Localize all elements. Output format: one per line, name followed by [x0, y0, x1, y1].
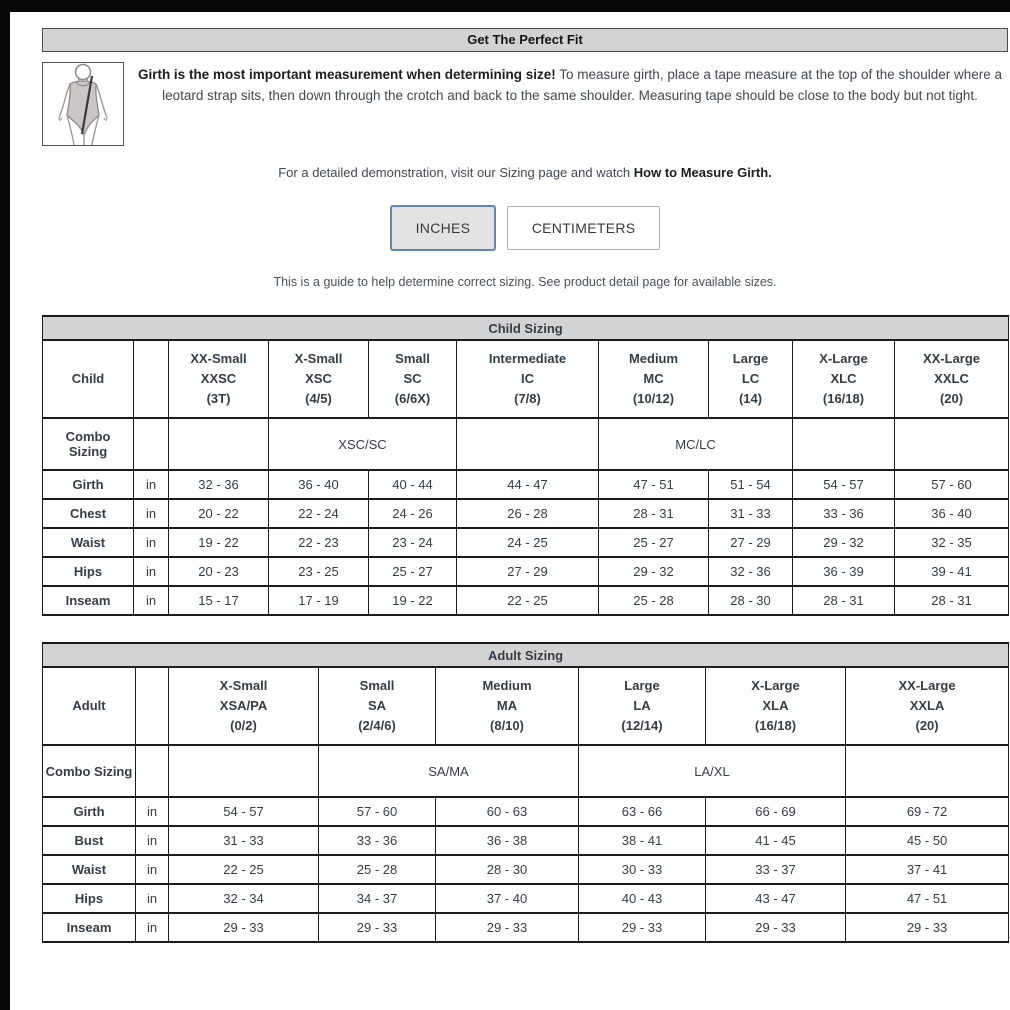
- page-title: [42, 28, 1008, 52]
- measurement-value: 28 - 31: [599, 499, 709, 528]
- girth-instructions-rest: To measure girth, place a tape measure at the top of the shoulder where a leotard strap sits, then down through the crotch and back to the same shoulder. Measuring tape should be close to the body but not tight.: [162, 67, 1003, 103]
- sizing-guide-note: This is a guide to help determine correct sizing. See product detail page for available sizes.: [273, 275, 777, 289]
- measurement-value: 57 - 60: [319, 797, 436, 826]
- combo-sizing-cell: [457, 418, 599, 470]
- measurement-label: Waist: [43, 528, 134, 557]
- measurement-value: 43 - 47: [706, 884, 846, 913]
- table-title: Child Sizing: [43, 316, 1009, 340]
- measurement-value: 24 - 25: [457, 528, 599, 557]
- measurement-value: 63 - 66: [579, 797, 706, 826]
- measurement-value: 26 - 28: [457, 499, 599, 528]
- measurement-value: 29 - 33: [579, 913, 706, 942]
- measurement-value: 37 - 40: [436, 884, 579, 913]
- measurement-label: Bust: [43, 826, 136, 855]
- measurement-value: 29 - 33: [436, 913, 579, 942]
- size-column-header: X-Large XLC (16/18): [793, 340, 895, 418]
- measurement-value: 29 - 33: [319, 913, 436, 942]
- size-column-header: XX-Large XXLA (20): [846, 667, 1009, 745]
- measurement-value: 29 - 32: [599, 557, 709, 586]
- measurement-value: 57 - 60: [895, 470, 1009, 499]
- table-title: Adult Sizing: [43, 643, 1009, 667]
- measurement-value: 44 - 47: [457, 470, 599, 499]
- size-column-header: XX-Small XXSC (3T): [169, 340, 269, 418]
- leotard-girth-illustration: [42, 62, 124, 146]
- measurement-value: 28 - 30: [436, 855, 579, 884]
- measurement-value: 24 - 26: [369, 499, 457, 528]
- measurement-value: 34 - 37: [319, 884, 436, 913]
- measurement-value: 30 - 33: [579, 855, 706, 884]
- measurement-value: 36 - 40: [895, 499, 1009, 528]
- measurement-value: 32 - 34: [169, 884, 319, 913]
- table-corner-label: Adult: [43, 667, 136, 745]
- measurement-label: Waist: [43, 855, 136, 884]
- measurement-value: 23 - 24: [369, 528, 457, 557]
- measurement-label: Hips: [43, 884, 136, 913]
- size-column-header: Large LC (14): [709, 340, 793, 418]
- unit-cell: in: [136, 797, 169, 826]
- size-column-header: X-Large XLA (16/18): [706, 667, 846, 745]
- demo-text-prefix: For a detailed demonstration, visit our Sizing page and watch: [278, 165, 634, 180]
- measurement-value: 25 - 27: [369, 557, 457, 586]
- girth-intro-section: [42, 62, 1008, 146]
- measurement-value: 25 - 28: [319, 855, 436, 884]
- combo-unit-cell: [136, 745, 169, 797]
- size-column-header: XX-Large XXLC (20): [895, 340, 1009, 418]
- size-column-header: X-Small XSC (4/5): [269, 340, 369, 418]
- measurement-label: Girth: [43, 797, 136, 826]
- combo-sizing-cell: [846, 745, 1009, 797]
- measurement-value: 28 - 31: [793, 586, 895, 615]
- unit-cell: in: [134, 528, 169, 557]
- unit-cell: in: [136, 884, 169, 913]
- measurement-value: 32 - 36: [169, 470, 269, 499]
- measurement-value: 29 - 33: [846, 913, 1009, 942]
- unit-cell: in: [134, 470, 169, 499]
- size-column-header: Medium MA (8/10): [436, 667, 579, 745]
- combo-sizing-label: Combo Sizing: [43, 745, 136, 797]
- measurement-value: 39 - 41: [895, 557, 1009, 586]
- measurement-value: 20 - 23: [169, 557, 269, 586]
- size-column-header: X-Small XSA/PA (0/2): [169, 667, 319, 745]
- demo-text-bold: How to Measure Girth.: [633, 165, 772, 180]
- measurement-value: 33 - 37: [706, 855, 846, 884]
- measurement-value: 31 - 33: [169, 826, 319, 855]
- unit-cell: in: [134, 557, 169, 586]
- unit-cell: in: [136, 913, 169, 942]
- measurement-value: 33 - 36: [793, 499, 895, 528]
- combo-sizing-cell: MC/LC: [599, 418, 793, 470]
- measurement-value: 60 - 63: [436, 797, 579, 826]
- combo-sizing-cell: LA/XL: [579, 745, 846, 797]
- unit-cell: in: [134, 499, 169, 528]
- combo-unit-cell: [134, 418, 169, 470]
- size-column-header: Medium MC (10/12): [599, 340, 709, 418]
- combo-sizing-cell: [895, 418, 1009, 470]
- size-column-header: Intermediate IC (7/8): [457, 340, 599, 418]
- unit-toggle-group: [42, 205, 1008, 251]
- measurement-value: 20 - 22: [169, 499, 269, 528]
- measurement-value: 19 - 22: [169, 528, 269, 557]
- measurement-value: 54 - 57: [169, 797, 319, 826]
- measurement-value: 22 - 23: [269, 528, 369, 557]
- combo-sizing-cell: [169, 418, 269, 470]
- measurement-value: 25 - 27: [599, 528, 709, 557]
- measurement-label: Hips: [43, 557, 134, 586]
- measurement-value: 31 - 33: [709, 499, 793, 528]
- page-title-text: Get The Perfect Fit: [467, 32, 583, 47]
- measurement-label: Chest: [43, 499, 134, 528]
- combo-sizing-cell: XSC/SC: [269, 418, 457, 470]
- sizing-guide-page: [42, 28, 1008, 943]
- measurement-value: 15 - 17: [169, 586, 269, 615]
- inches-button[interactable]: INCHES: [390, 205, 497, 251]
- combo-sizing-label: Combo Sizing: [43, 418, 134, 470]
- unit-cell: in: [136, 826, 169, 855]
- unit-cell: in: [134, 586, 169, 615]
- measurement-label: Girth: [43, 470, 134, 499]
- measurement-value: 19 - 22: [369, 586, 457, 615]
- combo-sizing-cell: SA/MA: [319, 745, 579, 797]
- leotard-figure-icon: [43, 63, 123, 145]
- measurement-value: 28 - 30: [709, 586, 793, 615]
- measurement-value: 36 - 40: [269, 470, 369, 499]
- measurement-value: 47 - 51: [846, 884, 1009, 913]
- measurement-value: 40 - 43: [579, 884, 706, 913]
- measurement-value: 54 - 57: [793, 470, 895, 499]
- unit-cell: in: [136, 855, 169, 884]
- measurement-value: 22 - 24: [269, 499, 369, 528]
- measurement-value: 29 - 32: [793, 528, 895, 557]
- combo-sizing-cell: [793, 418, 895, 470]
- measurement-value: 40 - 44: [369, 470, 457, 499]
- measurement-value: 41 - 45: [706, 826, 846, 855]
- measurement-value: 36 - 39: [793, 557, 895, 586]
- measurement-value: 27 - 29: [709, 528, 793, 557]
- measurement-value: 28 - 31: [895, 586, 1009, 615]
- size-column-header: Small SA (2/4/6): [319, 667, 436, 745]
- measurement-value: 23 - 25: [269, 557, 369, 586]
- demo-text: [42, 165, 1008, 180]
- measurement-value: 69 - 72: [846, 797, 1009, 826]
- measurement-value: 32 - 35: [895, 528, 1009, 557]
- measurement-value: 47 - 51: [599, 470, 709, 499]
- measurement-value: 45 - 50: [846, 826, 1009, 855]
- size-column-header: Large LA (12/14): [579, 667, 706, 745]
- measurement-label: Inseam: [43, 913, 136, 942]
- measurement-value: 29 - 33: [706, 913, 846, 942]
- measurement-value: 22 - 25: [457, 586, 599, 615]
- measurement-value: 38 - 41: [579, 826, 706, 855]
- child-sizing-table: [42, 315, 1009, 616]
- combo-sizing-cell: [169, 745, 319, 797]
- size-column-header: Small SC (6/6X): [369, 340, 457, 418]
- measurement-value: 25 - 28: [599, 586, 709, 615]
- measurement-label: Inseam: [43, 586, 134, 615]
- table-corner-label: Child: [43, 340, 134, 418]
- girth-instructions: [132, 64, 1008, 146]
- girth-instructions-bold: Girth is the most important measurement when determining size!: [137, 67, 556, 82]
- measurement-value: 66 - 69: [706, 797, 846, 826]
- unit-column-header: [136, 667, 169, 745]
- adult-sizing-table: [42, 642, 1009, 943]
- measurement-value: 33 - 36: [319, 826, 436, 855]
- measurement-value: 32 - 36: [709, 557, 793, 586]
- measurement-value: 51 - 54: [709, 470, 793, 499]
- measurement-value: 17 - 19: [269, 586, 369, 615]
- measurement-value: 36 - 38: [436, 826, 579, 855]
- measurement-value: 37 - 41: [846, 855, 1009, 884]
- unit-column-header: [134, 340, 169, 418]
- measurement-value: 29 - 33: [169, 913, 319, 942]
- measurement-value: 27 - 29: [457, 557, 599, 586]
- centimeters-button[interactable]: CENTIMETERS: [507, 206, 661, 250]
- measurement-value: 22 - 25: [169, 855, 319, 884]
